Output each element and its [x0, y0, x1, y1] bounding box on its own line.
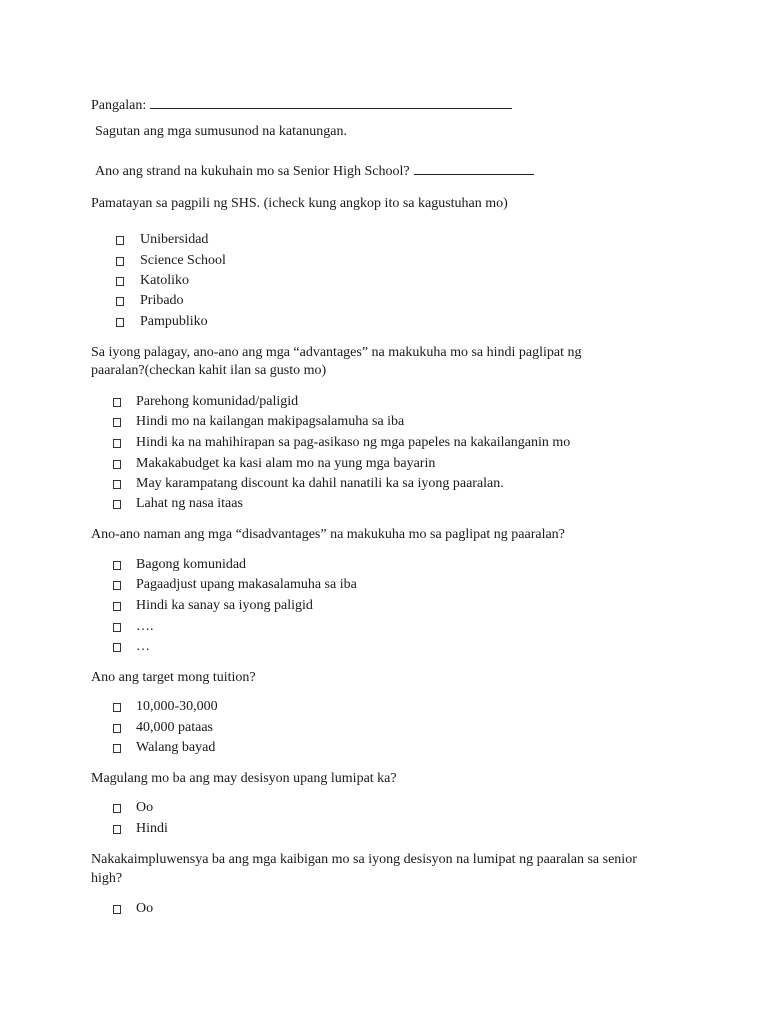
name-label: Pangalan: — [91, 98, 147, 113]
checkbox-icon[interactable] — [116, 236, 124, 245]
strand-question: Ano ang strand na kukuhain mo sa Senior High School? — [95, 164, 410, 179]
strand-question-line — [95, 160, 534, 181]
checkbox-icon[interactable] — [116, 277, 124, 286]
checkbox-icon[interactable] — [113, 460, 121, 469]
q6-question-line1: Nakakaimpluwensya ba ang mga kaibigan mo sa iyong desisyon na lumipat ng paaralan sa senior — [91, 852, 637, 867]
q5-question: Magulang mo ba ang may desisyon upang lumipat ka? — [91, 771, 397, 786]
instruction-text: Sagutan ang mga sumusunod na katanungan. — [95, 124, 347, 139]
checkbox-icon[interactable] — [113, 804, 121, 813]
q1-question: Pamatayan sa pagpili ng SHS. (icheck kung angkop ito sa kagustuhan mo) — [91, 196, 508, 211]
name-line — [91, 94, 512, 115]
checkbox-icon[interactable] — [116, 257, 124, 266]
checkbox-icon[interactable] — [113, 643, 121, 652]
checkbox-icon[interactable] — [113, 581, 121, 590]
checkbox-icon[interactable] — [116, 318, 124, 327]
q3-question: Ano-ano naman ang mga “disadvantages” na makukuha mo sa paglipat ng paaralan? — [91, 527, 565, 542]
checkbox-icon[interactable] — [113, 602, 121, 611]
strand-blank[interactable] — [414, 160, 534, 175]
checkbox-icon[interactable] — [113, 724, 121, 733]
q2-question-line1: Sa iyong palagay, ano-ano ang mga “advantages” na makukuha mo sa hindi paglipat ng — [91, 345, 582, 360]
q6-question-line2: high? — [91, 871, 123, 886]
checkbox-icon[interactable] — [113, 905, 121, 914]
q2-question-line2: paaralan?(checkan kahit ilan sa gusto mo) — [91, 363, 327, 378]
survey-page: Pangalan: Sagutan ang mga sumusunod na katanungan. Ano ang strand na kukuhain mo sa Senior High School? Pamatayan sa pagpili ng SHS. (icheck kung angkop ito sa kagustuhan mo) Unibersidad Science School Katoliko Pribado Pampubliko Sa iyong palagay, ano-ano ang mga “advantages” na makukuha mo sa hindi paglipat ng paaralan?(checkan kahit ilan sa gusto mo) Parehong komunidad/paligid Hindi mo na kailangan makipagsalamuha sa iba Hindi ka na mahihirapan sa pag-asikaso ng mga papeles na kakailanganin mo Makakabudget ka kasi alam mo na yung mga bayarin May karampatang discount ka dahil nanatili ka sa iyong paaralan. Lahat ng nasa itaas Ano-ano naman ang mga “disadvantages” na makukuha mo sa paglipat ng paaralan? Bagong komunidad Pagaadjust upang makasalamuha sa iba Hindi ka sanay sa iyong paligid …. … Ano ang target mong tuition? 10,000-30,000 40,000 pataas Walang bayad Magulang mo ba ang may desisyon upang lumipat ka? Oo Hindi Nakakaimpluwensya ba ang mga kaibigan mo sa iyong desisyon na lumipat ng paaralan sa senior high? Oo — [0, 0, 768, 1024]
checkbox-icon[interactable] — [113, 623, 121, 632]
checkbox-icon[interactable] — [113, 480, 121, 489]
checkbox-icon[interactable] — [113, 418, 121, 427]
checkbox-icon[interactable] — [113, 398, 121, 407]
checkbox-icon[interactable] — [113, 703, 121, 712]
checkbox-icon[interactable] — [113, 500, 121, 509]
name-blank[interactable] — [150, 94, 512, 109]
checkbox-icon[interactable] — [113, 561, 121, 570]
checkbox-icon[interactable] — [113, 439, 121, 448]
checkbox-icon[interactable] — [113, 744, 121, 753]
checkbox-icon[interactable] — [116, 297, 124, 306]
checkbox-icon[interactable] — [113, 825, 121, 834]
q4-question: Ano ang target mong tuition? — [91, 670, 256, 685]
